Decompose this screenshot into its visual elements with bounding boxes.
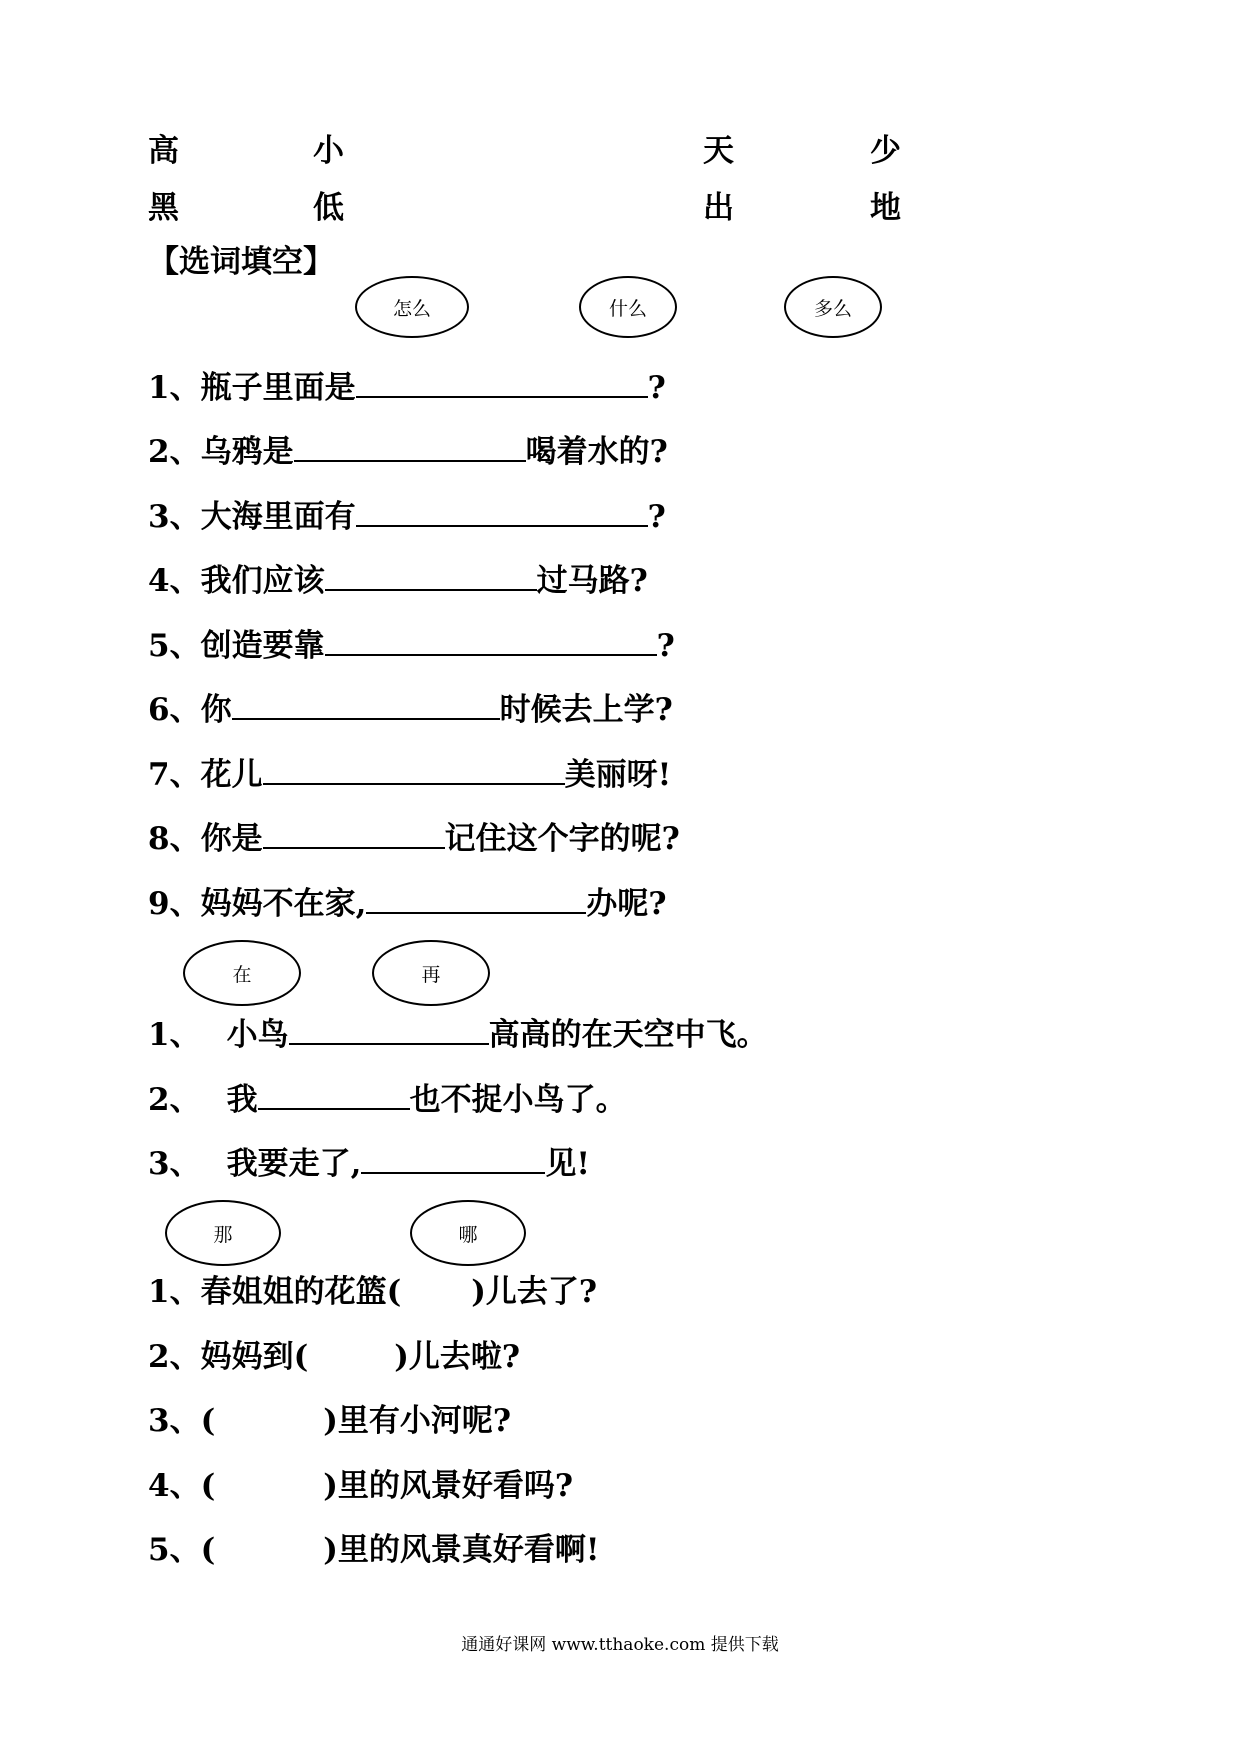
answer-blank[interactable] bbox=[263, 817, 445, 849]
antonym-char: 出 bbox=[703, 190, 734, 226]
question-number: 3、 bbox=[148, 1146, 201, 1182]
question-prefix: 小鸟 bbox=[226, 1017, 289, 1053]
answer-blank[interactable] bbox=[294, 430, 526, 462]
answer-blank[interactable] bbox=[356, 495, 648, 527]
answer-blank[interactable] bbox=[361, 1142, 545, 1174]
question-prefix: 瓶子里面是 bbox=[200, 370, 356, 406]
answer-blank[interactable] bbox=[263, 753, 565, 785]
question-suffix: )里有小河呢? bbox=[323, 1403, 512, 1439]
question-line bbox=[148, 366, 666, 408]
question-prefix: 我要走了, bbox=[226, 1146, 362, 1182]
question-line bbox=[148, 1337, 520, 1377]
question-suffix: 喝着水的? bbox=[525, 434, 668, 470]
question-number: 5、 bbox=[148, 1532, 201, 1568]
question-line bbox=[148, 1013, 768, 1055]
question-line bbox=[148, 1142, 590, 1184]
page-footer: 通通好课网 www.tthaoke.com 提供下载 bbox=[461, 1635, 779, 1655]
question-suffix: 高高的在天空中飞。 bbox=[488, 1017, 768, 1053]
question-prefix: 你 bbox=[200, 692, 232, 728]
question-prefix: 妈妈到( bbox=[200, 1339, 309, 1375]
question-number: 5、 bbox=[148, 628, 201, 664]
question-line bbox=[148, 624, 675, 666]
answer-blank[interactable] bbox=[258, 1078, 410, 1110]
question-prefix: 乌鸦是 bbox=[200, 434, 294, 470]
word-option-oval: 什么 bbox=[579, 276, 677, 338]
question-number: 3、 bbox=[148, 499, 201, 535]
question-suffix: )里的风景好看吗? bbox=[323, 1468, 574, 1504]
question-number: 7、 bbox=[148, 757, 201, 793]
question-suffix: 过马路? bbox=[536, 563, 648, 599]
question-line bbox=[148, 1466, 573, 1506]
answer-blank[interactable] bbox=[232, 688, 500, 720]
question-prefix: 我们应该 bbox=[200, 563, 325, 599]
question-prefix: ( bbox=[200, 1468, 216, 1504]
answer-blank[interactable] bbox=[289, 1013, 489, 1045]
question-number: 6、 bbox=[148, 692, 201, 728]
question-line bbox=[148, 882, 667, 924]
question-line bbox=[148, 1078, 627, 1120]
question-prefix: ( bbox=[200, 1532, 216, 1568]
question-number: 4、 bbox=[148, 1468, 201, 1504]
question-prefix: 你是 bbox=[200, 821, 263, 857]
question-line bbox=[148, 495, 666, 537]
question-prefix: 春姐姐的花篮( bbox=[200, 1274, 402, 1310]
word-option-oval: 那 bbox=[165, 1200, 281, 1266]
question-suffix: 办呢? bbox=[586, 886, 667, 922]
antonym-char: 天 bbox=[703, 133, 734, 169]
question-prefix: ( bbox=[200, 1403, 216, 1439]
question-number: 8、 bbox=[148, 821, 201, 857]
question-suffix: )里的风景真好看啊! bbox=[323, 1532, 600, 1568]
question-number: 2、 bbox=[148, 434, 201, 470]
antonym-char: 少 bbox=[870, 133, 901, 169]
question-suffix: 记住这个字的呢? bbox=[444, 821, 680, 857]
question-suffix: 也不捉小鸟了。 bbox=[409, 1082, 627, 1118]
question-prefix: 花儿 bbox=[200, 757, 263, 793]
word-option-oval: 多么 bbox=[784, 276, 882, 338]
question-number: 3、 bbox=[148, 1403, 201, 1439]
question-line bbox=[148, 430, 668, 472]
question-line bbox=[148, 1530, 600, 1570]
word-option-oval: 在 bbox=[183, 940, 301, 1006]
question-number: 2、 bbox=[148, 1082, 201, 1118]
question-suffix: )儿去啦? bbox=[394, 1339, 521, 1375]
question-prefix: 创造要靠 bbox=[200, 628, 325, 664]
question-suffix: 美丽呀! bbox=[564, 757, 672, 793]
antonym-char: 地 bbox=[870, 190, 901, 226]
question-number: 1、 bbox=[148, 370, 201, 406]
question-line bbox=[148, 1401, 511, 1441]
word-option-oval: 哪 bbox=[410, 1200, 526, 1266]
section-title: 【选词填空】 bbox=[148, 244, 334, 280]
question-number: 9、 bbox=[148, 886, 201, 922]
antonym-char: 低 bbox=[313, 190, 344, 226]
question-prefix: 我 bbox=[226, 1082, 258, 1118]
question-line bbox=[148, 753, 671, 795]
answer-blank[interactable] bbox=[366, 882, 586, 914]
question-suffix: )儿去了? bbox=[471, 1274, 598, 1310]
question-suffix: 见! bbox=[545, 1146, 590, 1182]
question-suffix: 时候去上学? bbox=[499, 692, 673, 728]
question-line bbox=[148, 688, 673, 730]
question-line bbox=[148, 1272, 597, 1312]
word-option-oval: 再 bbox=[372, 940, 490, 1006]
answer-blank[interactable] bbox=[325, 559, 537, 591]
question-prefix: 大海里面有 bbox=[200, 499, 356, 535]
word-option-oval: 怎么 bbox=[355, 276, 469, 338]
question-suffix: ? bbox=[647, 499, 666, 535]
question-line bbox=[148, 559, 648, 601]
question-line bbox=[148, 817, 680, 859]
question-suffix: ? bbox=[656, 628, 675, 664]
antonym-char: 小 bbox=[313, 133, 344, 169]
question-number: 2、 bbox=[148, 1339, 201, 1375]
question-number: 4、 bbox=[148, 563, 201, 599]
answer-blank[interactable] bbox=[356, 366, 648, 398]
question-number: 1、 bbox=[148, 1017, 201, 1053]
answer-blank[interactable] bbox=[325, 624, 657, 656]
question-prefix: 妈妈不在家, bbox=[200, 886, 367, 922]
question-suffix: ? bbox=[647, 370, 666, 406]
question-number: 1、 bbox=[148, 1274, 201, 1310]
antonym-char: 高 bbox=[148, 133, 179, 169]
antonym-char: 黑 bbox=[148, 190, 179, 226]
